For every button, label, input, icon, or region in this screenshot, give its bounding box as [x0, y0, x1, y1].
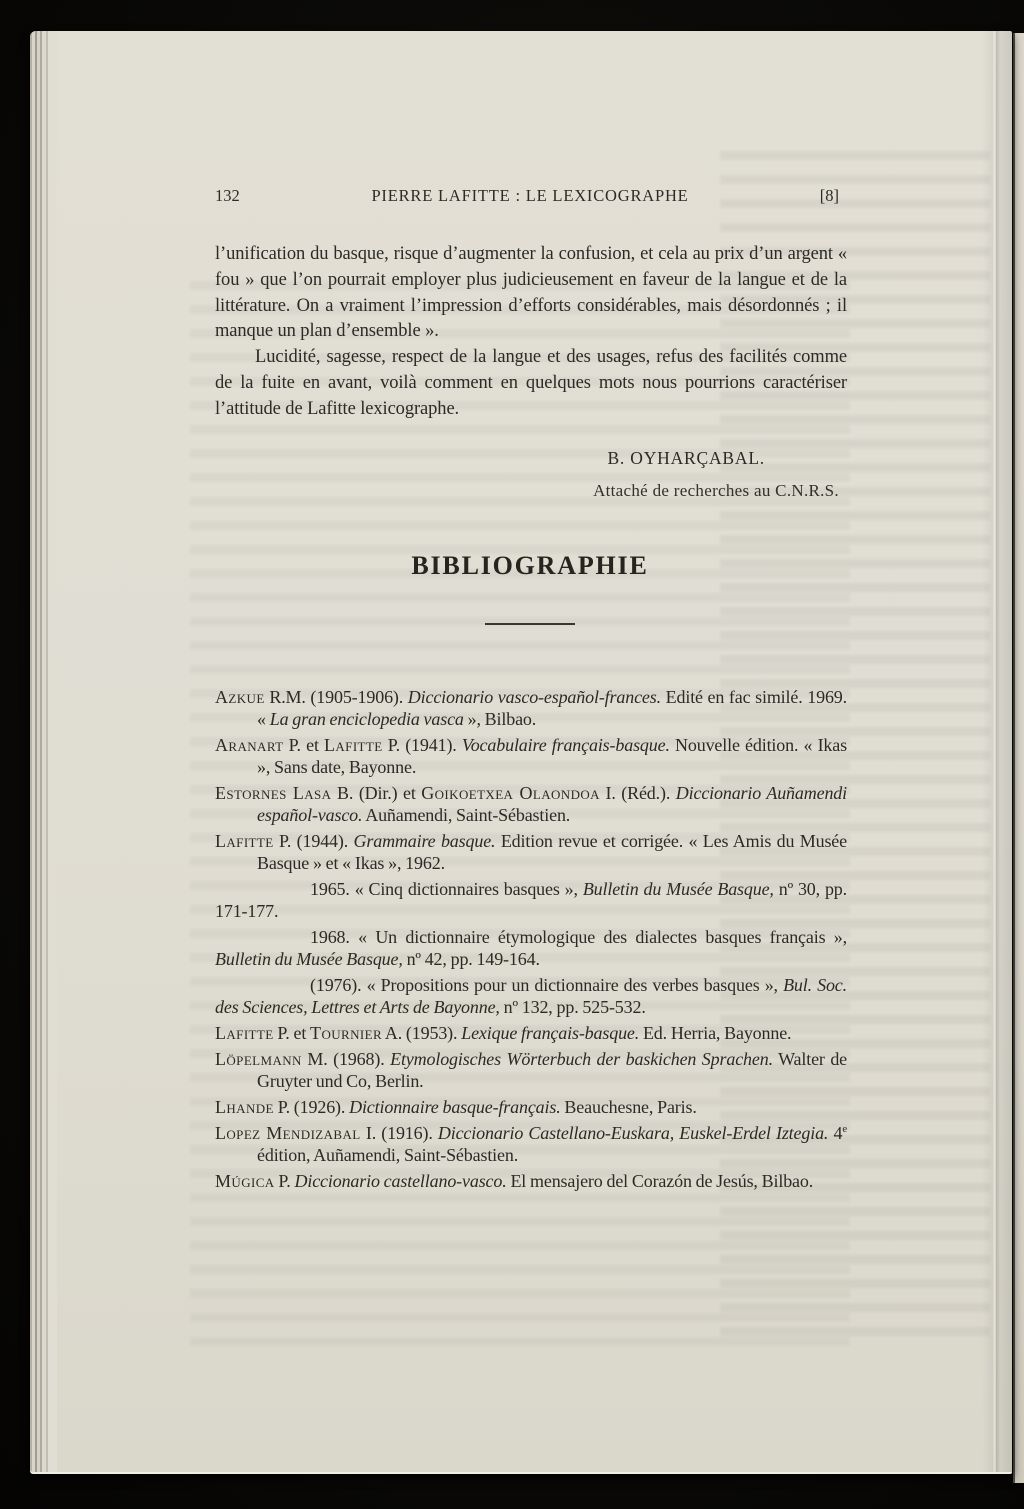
entry-text: El mensajero del Corazón de Jesús, Bilbao.: [506, 1171, 814, 1191]
entry-text: 1968. « Un dictionnaire étymologique des dialectes basques français »,: [310, 927, 847, 947]
work-title: Dictionnaire basque-français.: [349, 1097, 561, 1117]
entry-text: nº 132, pp. 525-532.: [499, 997, 646, 1017]
entry-text: Beauchesne, Paris.: [560, 1097, 697, 1117]
book-page-edges: [30, 31, 57, 1472]
author-name: Múgica: [215, 1171, 275, 1191]
entry-text: R.M. (1905-1906).: [264, 687, 408, 707]
author-name: Estornes Lasa: [215, 783, 332, 803]
author-name: Lafitte: [324, 735, 383, 755]
bibliography-entry: [215, 734, 847, 778]
work-title: Bulletin du Musée Basque,: [582, 879, 774, 899]
entry-text: 1965. « Cinq dictionnaires basques »,: [310, 879, 583, 899]
bibliography-entry: [215, 1048, 847, 1092]
bibliography-entry: [215, 1022, 847, 1044]
entry-text: Walter de Gruyter und Co, Berlin.: [257, 1049, 848, 1091]
work-title: Diccionario Auñamendi español-vasco.: [257, 783, 847, 825]
entry-text: nº 42, pp. 149-164.: [402, 949, 540, 969]
page-crease: [982, 31, 1012, 1472]
signature-name: B. OYHARÇABAL.: [607, 448, 765, 468]
bibliography-entry: [215, 830, 847, 874]
author-name: Lafitte: [215, 831, 274, 851]
author-name: Lopez Mendizabal: [215, 1123, 361, 1143]
work-title: Diccionario Castellano-Euskara, Euskel-Erdel Iztegia.: [437, 1123, 829, 1143]
work-title: Diccionario vasco-español-frances.: [407, 687, 661, 707]
author-name: Lhande: [215, 1097, 274, 1117]
work-title: Grammaire basque.: [353, 831, 496, 851]
work-title: Etymologisches Wörterbuch der baskichen Sprachen.: [390, 1049, 773, 1069]
page-number: 132: [215, 186, 240, 205]
entry-text: Edition revue et corrigée. « Les Amis du Musée Basque » et « Ikas », 1962.: [257, 831, 847, 873]
entry-text: Nouvelle édition. « Ikas », Sans date, Bayonne.: [257, 735, 847, 777]
entry-text: P. (1941).: [382, 735, 462, 755]
bibliography-entry: [215, 1170, 847, 1192]
work-title: Vocabulaire français-basque.: [461, 735, 670, 755]
running-title: PIERRE LAFITTE : LE LEXICOGRAPHE: [371, 186, 689, 205]
bibliography-entry: [215, 1122, 847, 1166]
entry-text: P. et: [273, 1023, 311, 1043]
entry-text: Edité en fac similé. 1969. «: [257, 687, 847, 729]
work-title: Bulletin du Musée Basque,: [215, 949, 403, 969]
bibliography-heading: BIBLIOGRAPHIE: [411, 551, 649, 580]
entry-text: B. (Dir.) et: [331, 783, 422, 803]
work-title: Diccionario castellano-vasco.: [294, 1171, 507, 1191]
signature-affiliation: Attaché de recherches au C.N.R.S.: [593, 481, 839, 500]
body-paragraphs: [215, 242, 847, 423]
signature-block: [215, 448, 845, 469]
book-page: [30, 31, 1012, 1474]
work-title: Lexique français-basque.: [461, 1023, 640, 1043]
entry-text: I. (Réd.).: [599, 783, 676, 803]
entry-text: P.: [274, 1171, 295, 1191]
entry-text: I. (1916).: [360, 1123, 438, 1143]
adjacent-page-edge: [1013, 33, 1024, 1483]
entry-text: », Bilbao.: [463, 709, 537, 729]
work-title: Bul. Soc. des Sciences, Lettres et Arts de Bayonne,: [215, 975, 848, 1017]
entry-text: (1976). « Propositions pour un dictionnaire des verbes basques »,: [310, 975, 784, 995]
entry-text: A. (1953).: [382, 1023, 462, 1043]
entry-text: Ed. Herria, Bayonne.: [639, 1023, 792, 1043]
work-title: La gran enciclopedia vasca: [269, 709, 464, 729]
entry-text: édition, Auñamendi, Saint-Sébastien.: [257, 1145, 519, 1165]
entry-text: 4: [828, 1123, 843, 1143]
author-name: Azkue: [215, 687, 265, 707]
bibliography-entry: [215, 878, 847, 922]
body-paragraph: Lucidité, sagesse, respect de la langue et des usages, refus des facilités comme de la fuite en avant, voilà comment en quelques mots nous pourrions caractériser l’attitude de Lafitte lexicographe.: [215, 347, 847, 419]
entry-text: M. (1968).: [301, 1049, 391, 1069]
entry-text: e: [842, 1123, 847, 1135]
bibliography-entry: [215, 1096, 847, 1118]
bibliography-entry: [215, 926, 847, 970]
issue-marker: [8]: [819, 186, 839, 205]
entry-text: P. (1944).: [273, 831, 354, 851]
bibliography-entry: [215, 974, 847, 1018]
author-name: Lafitte: [215, 1023, 274, 1043]
entry-text: Auñamendi, Saint-Sébastien.: [362, 805, 571, 825]
bibliography-list: [215, 686, 847, 1196]
running-head: [215, 186, 845, 208]
author-name: Goikoetxea Olaondoa: [421, 783, 600, 803]
author-name: Löpelmann: [215, 1049, 302, 1069]
section-divider: [485, 623, 575, 625]
entry-text: P. (1926).: [273, 1097, 350, 1117]
entry-text: nº 30, pp. 171-177.: [215, 879, 847, 921]
bibliography-entry: [215, 782, 847, 826]
entry-text: P. et: [283, 735, 324, 755]
body-paragraph: l’unification du basque, risque d’augmenter la confusion, et cela au prix d’un argent « fou » que l’on pourrait employer plus judicieusement en faveur de la langue et de la littérature. On a vraiment l’impression d’efforts considérables, mais désordonnés ; il manque un plan d’ensemble ».: [215, 244, 847, 342]
author-name: Aranart: [215, 735, 284, 755]
author-name: Tournier: [310, 1023, 383, 1043]
bibliography-entry: [215, 686, 847, 730]
